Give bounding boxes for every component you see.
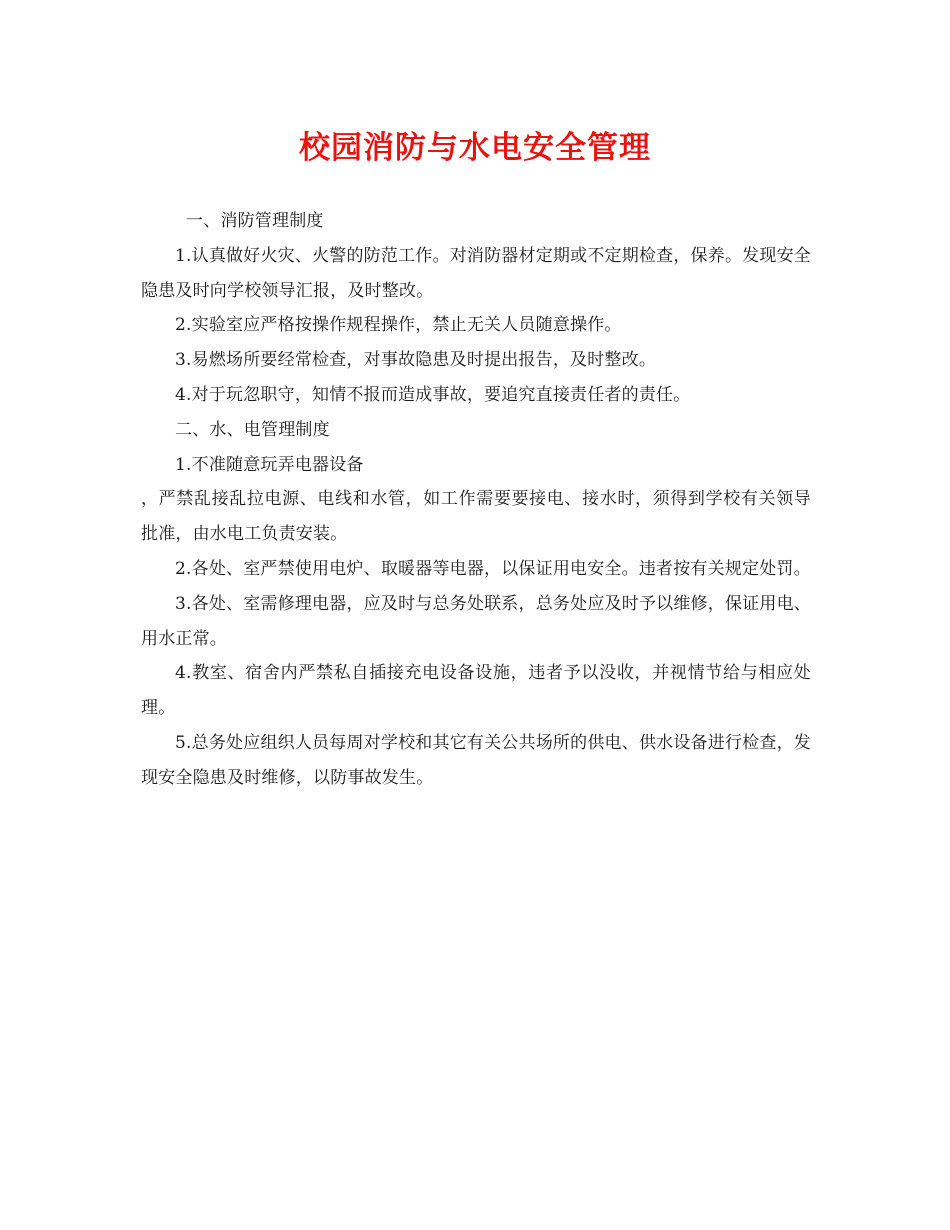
water-electric-rule-5: 5.总务处应组织人员每周对学校和其它有关公共场所的供电、供水设备进行检查，发现安全隐患及时维修，以防事故发生。 <box>141 732 811 788</box>
water-electric-rule-1: 1.不准随意玩弄电器设备 <box>175 454 364 475</box>
water-electric-rule-1-continued: ，严禁乱接乱拉电源、电线和水管，如工作需要要接电、接水时，须得到学校有关领导批准，由水电工负责安装。 <box>141 489 811 545</box>
water-electric-rule-2: 2.各处、室严禁使用电炉、取暖器等电器，以保证用电安全。违者按有关规定处罚。 <box>175 558 811 579</box>
section-heading-fire-management: 一、消防管理制度 <box>186 211 324 231</box>
fire-rule-1: 1.认真做好火灾、火警的防范工作。对消防器材定期或不定期检查，保养。发现安全隐患及时向学校领导汇报，及时整改。 <box>141 245 811 301</box>
section-heading-water-electricity: 二、水、电管理制度 <box>175 419 330 440</box>
document-body <box>141 204 811 796</box>
water-electric-rule-4: 4.教室、宿舍内严禁私自插接充电设备设施，违者予以没收，并视情节给与相应处理。 <box>141 663 811 719</box>
document-title: 校园消防与水电安全管理 <box>299 130 651 166</box>
fire-rule-4: 4.对于玩忽职守，知情不报而造成事故，要追究直接责任者的责任。 <box>175 384 691 405</box>
fire-rule-3: 3.易燃场所要经常检查，对事故隐患及时提出报告，及时整改。 <box>175 350 657 371</box>
fire-rule-2: 2.实验室应严格按操作规程操作，禁止无关人员随意操作。 <box>175 315 622 336</box>
water-electric-rule-3: 3.各处、室需修理电器，应及时与总务处联系，总务处应及时予以维修，保证用电、用水正常。 <box>141 593 811 649</box>
